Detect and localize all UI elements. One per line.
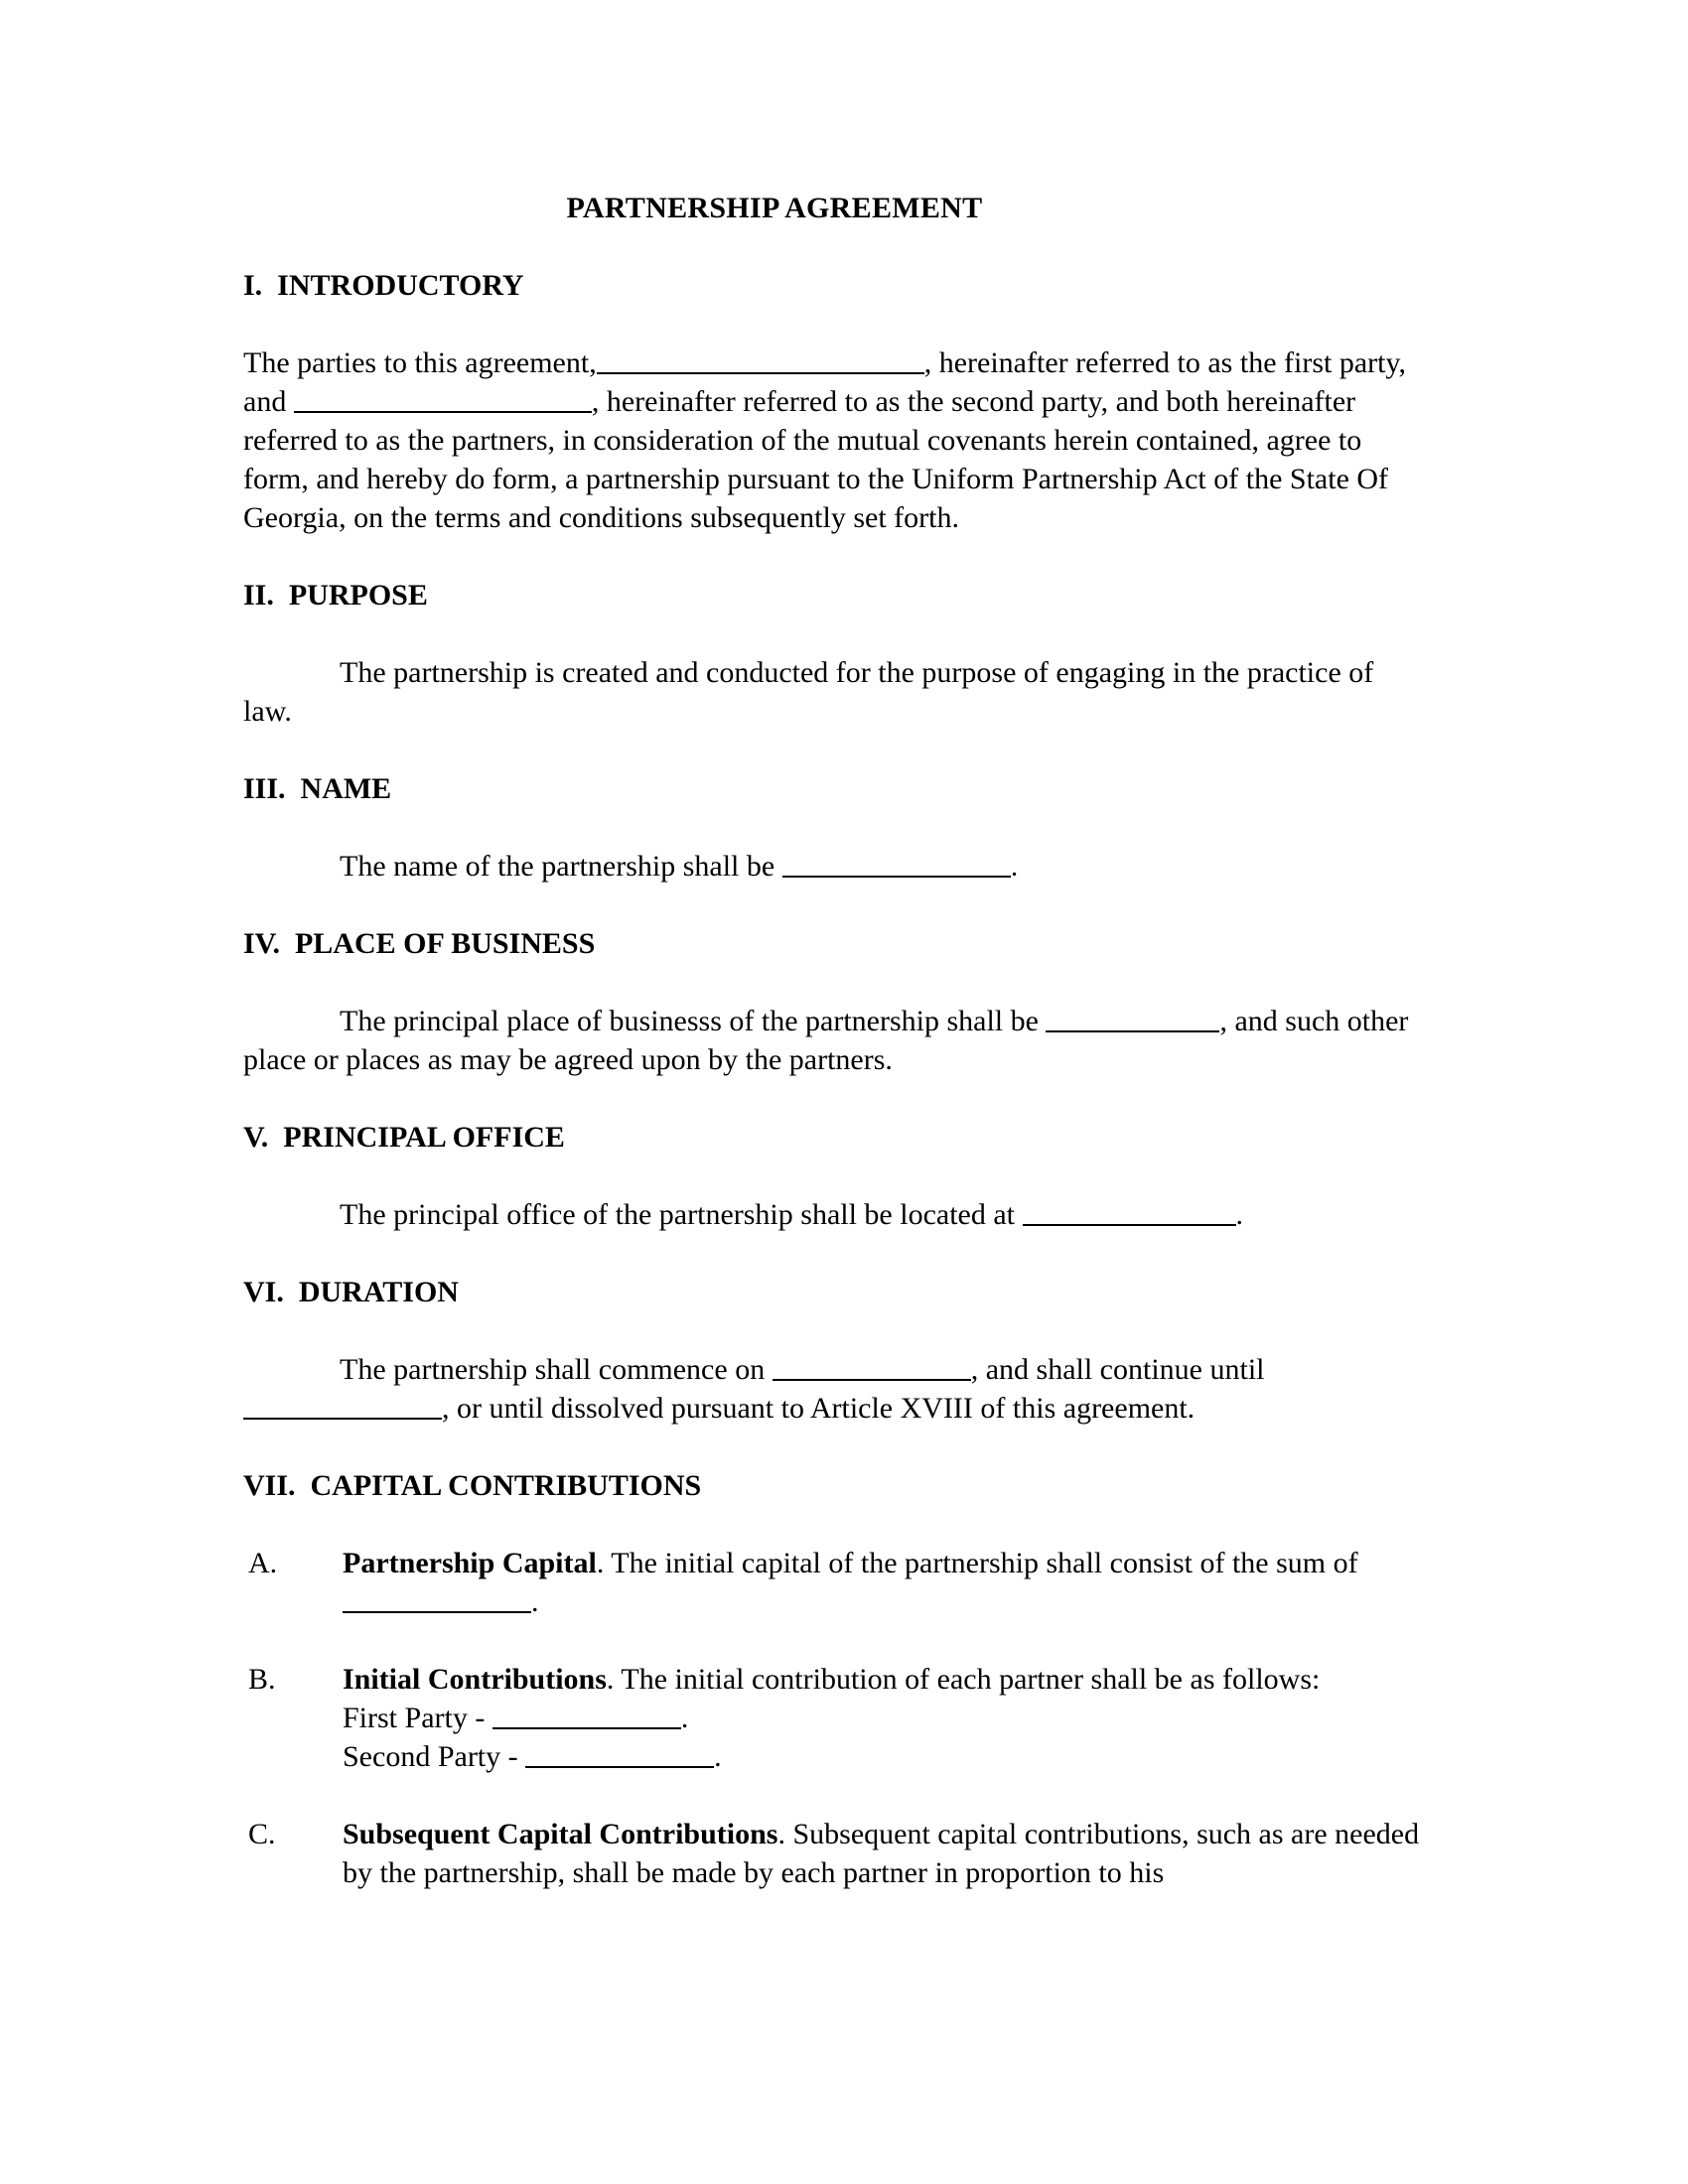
place-text-part-1: The principal place of businesss of the partnership shall be [340, 1005, 1047, 1037]
paragraph-introductory [243, 343, 1425, 537]
section-heading-principal-office: V. PRINCIPAL OFFICE [243, 1121, 565, 1154]
list-item-a [243, 1544, 1425, 1621]
duration-text-part-2: , and shall continue until [970, 1353, 1265, 1386]
list-item-c-text-1: . Subsequent capital contributions, such as are needed by the partnership, shall be made by each partner in proportion to his [343, 1818, 1420, 1889]
paragraph-name [243, 847, 1425, 886]
office-text-part-2: . [1235, 1198, 1244, 1231]
second-party-tail: . [714, 1740, 722, 1773]
list-marker-c: C. [248, 1818, 276, 1850]
section-heading-name: III. NAME [243, 772, 392, 805]
commencement-date-blank[interactable] [773, 1353, 971, 1381]
section-heading-capital-contributions: VII. CAPITAL CONTRIBUTIONS [243, 1469, 702, 1502]
second-party-contribution-blank[interactable] [525, 1740, 714, 1768]
second-party-label: Second Party - [343, 1740, 526, 1773]
termination-date-blank[interactable] [243, 1392, 442, 1420]
list-item-c [243, 1815, 1425, 1892]
duration-text-part-3: , or until dissolved pursuant to Article XVIII of this agreement. [442, 1392, 1196, 1425]
intro-text-part-2: , hereinafter referred to as the first party, and [243, 346, 1407, 418]
list-item-a-text-2: . [531, 1585, 539, 1618]
list-marker-a: A. [248, 1547, 278, 1579]
first-party-name-blank[interactable] [597, 346, 924, 374]
document-body [243, 189, 1425, 1892]
section-heading-purpose: II. PURPOSE [243, 579, 428, 612]
paragraph-purpose: The partnership is created and conducted for the purpose of engaging in the practice of law. [243, 656, 1374, 728]
place-text-part-2: , and such other place or places as may be agreed upon by the partners. [243, 1005, 1409, 1076]
list-item-c-title: Subsequent Capital Contributions [343, 1818, 778, 1850]
duration-text-part-1: The partnership shall commence on [340, 1353, 773, 1386]
initial-capital-sum-blank[interactable] [343, 1585, 531, 1613]
list-item-a-title: Partnership Capital [343, 1547, 597, 1579]
list-item-a-text-1: . The initial capital of the partnership shall consist of the sum of [596, 1547, 1358, 1579]
section-heading-duration: VI. DURATION [243, 1276, 459, 1308]
page-title: PARTNERSHIP AGREEMENT [566, 192, 983, 224]
place-of-business-blank[interactable] [1046, 1005, 1219, 1032]
list-item-b-title: Initial Contributions [343, 1663, 607, 1696]
list-item-b [243, 1660, 1425, 1776]
principal-office-blank[interactable] [1023, 1198, 1236, 1226]
name-text-part-2: . [1010, 850, 1019, 883]
intro-text-part-3: , hereinafter referred to as the second party, and both hereinafter referred to as the partners, in consideration of the mutual covenants herein contained, agree to form, and hereby do form, a partnership pursuant to the Uniform Partnership Act of the State Of Georgia, on the terms and conditions subsequently set forth. [243, 385, 1389, 534]
office-text-part-1: The principal office of the partnership shall be located at [340, 1198, 1023, 1231]
first-party-contribution-blank[interactable] [492, 1702, 681, 1729]
paragraph-principal-office [243, 1195, 1425, 1234]
second-party-contribution-line [343, 1737, 1425, 1776]
section-heading-place-of-business: IV. PLACE OF BUSINESS [243, 927, 596, 960]
intro-text-part-1: The parties to this agreement, [243, 346, 597, 379]
paragraph-place-of-business [243, 1002, 1425, 1079]
section-heading-introductory: I. INTRODUCTORY [243, 269, 524, 302]
first-party-contribution-line [343, 1699, 1425, 1737]
list-item-b-text-1: . The initial contribution of each partner shall be as follows: [606, 1663, 1321, 1696]
second-party-name-blank[interactable] [294, 385, 592, 413]
name-text-part-1: The name of the partnership shall be [340, 850, 782, 883]
first-party-tail: . [680, 1702, 689, 1734]
paragraph-duration [243, 1350, 1425, 1428]
partnership-name-blank[interactable] [782, 850, 1011, 878]
list-marker-b: B. [248, 1663, 276, 1696]
first-party-label: First Party - [343, 1702, 492, 1734]
